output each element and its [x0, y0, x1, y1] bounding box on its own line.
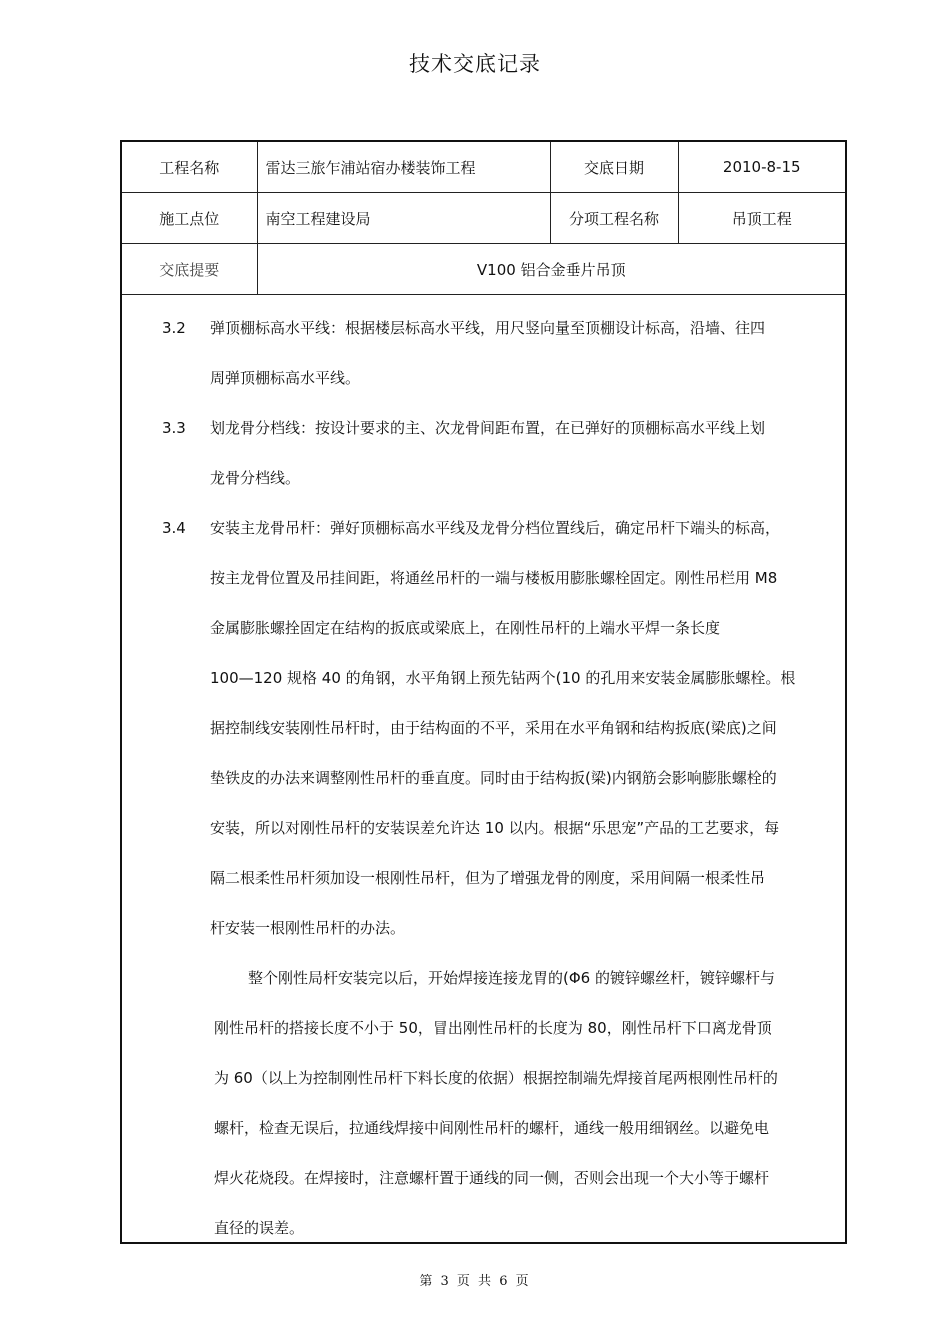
unit-label: 施工点位 — [122, 193, 257, 244]
summary-value: V100 铝合金垂片吊顶 — [257, 244, 845, 295]
section-line: 安装，所以对刚性吊杆的安装误差允许达 10 以内。根据“乐思宠”产品的工艺要求，每 — [210, 819, 780, 837]
project-value: 雷达三旅乍浦站宿办楼装饰工程 — [257, 142, 550, 193]
paragraph-line: 直径的误差。 — [214, 1219, 305, 1237]
header-table — [122, 142, 845, 295]
paragraph-line: 刚性吊杆的搭接长度不小于 50，冒出刚性吊杆的长度为 80，刚性吊杆下口离龙骨顶 — [214, 1019, 772, 1037]
header-row-project — [122, 142, 845, 193]
section-line: 100—120 规格 40 的角钢，水平角钢上预先钻两个(10 的孔用来安装金属膨胀螺栓。根 — [210, 669, 796, 687]
section-line: 弹顶棚标高水平线：根据楼层标高水平线，用尺竖向量至顶棚设计标高，沿墙、往四 — [210, 319, 766, 337]
header-row-summary — [122, 244, 845, 295]
section-line: 按主龙骨位置及吊挂间距，将通丝吊杆的一端与楼板用膨胀螺栓固定。刚性吊栏用 M8 — [210, 569, 778, 587]
section-line: 据控制线安装刚性吊杆时，由于结构面的不平，采用在水平角钢和结构扳底(梁底)之间 — [210, 719, 777, 737]
paragraph-line: 螺杆，检查无误后，拉通线焊接中间刚性吊杆的螺杆，通线一般用细钢丝。以避免电 — [214, 1119, 770, 1137]
section-line: 划龙骨分档线：按设计要求的主、次龙骨间距布置，在已弹好的顶棚标高水平线上划 — [210, 419, 766, 437]
section-line: 金属膨胀螺拴固定在结构的扳底或梁底上，在刚性吊杆的上端水平焊一条长度 — [210, 619, 721, 637]
section-line: 隔二根柔性吊杆须加设一根刚性吊杆，但为了增强龙骨的刚度，采用间隔一根柔性吊 — [210, 869, 766, 887]
document-title: 技术交底记录 — [409, 52, 541, 76]
project-label: 工程名称 — [122, 142, 257, 193]
section-number: 3.3 — [162, 419, 186, 437]
page-footer: 第 3 页 共 6 页 — [419, 1274, 531, 1289]
paragraph-line: 为 60（以上为控制刚性吊杆下料长度的依据）根据控制端先焊接首尾两根刚性吊杆的 — [214, 1069, 778, 1087]
date-value: 2010-8-15 — [678, 142, 845, 193]
record-frame — [120, 140, 847, 1244]
subitem-label: 分项工程名称 — [550, 193, 678, 244]
section-line: 安装主龙骨吊杆：弹好顶棚标高水平线及龙骨分档位置线后，确定吊杆下端头的标高， — [210, 519, 781, 537]
summary-label: 交底提要 — [122, 244, 257, 295]
unit-value: 南空工程建设局 — [257, 193, 550, 244]
section-line: 周弹顶棚标高水平线。 — [210, 369, 361, 387]
header-row-unit — [122, 193, 845, 244]
section-line: 杆安装一根刚性吊杆的办法。 — [210, 919, 406, 937]
paragraph-line: 整个刚性局杆安装完以后，开始焊接连接龙胃的(Φ6 的镀锌螺丝杆，镀锌螺杆与 — [248, 969, 775, 987]
paragraph-line: 焊火花烧段。在焊接时，注意螺杆置于通线的同一侧，否则会出现一个大小等于螺杆 — [214, 1169, 770, 1187]
section-line: 垫铁皮的办法来调整刚性吊杆的垂直度。同时由于结构扳(梁)内钢筋会影响膨胀螺栓的 — [210, 769, 777, 787]
subitem-value: 吊顶工程 — [678, 193, 845, 244]
section-number: 3.2 — [162, 319, 186, 337]
date-label: 交底日期 — [550, 142, 678, 193]
section-line: 龙骨分档线。 — [210, 469, 301, 487]
section-number: 3.4 — [162, 519, 186, 537]
